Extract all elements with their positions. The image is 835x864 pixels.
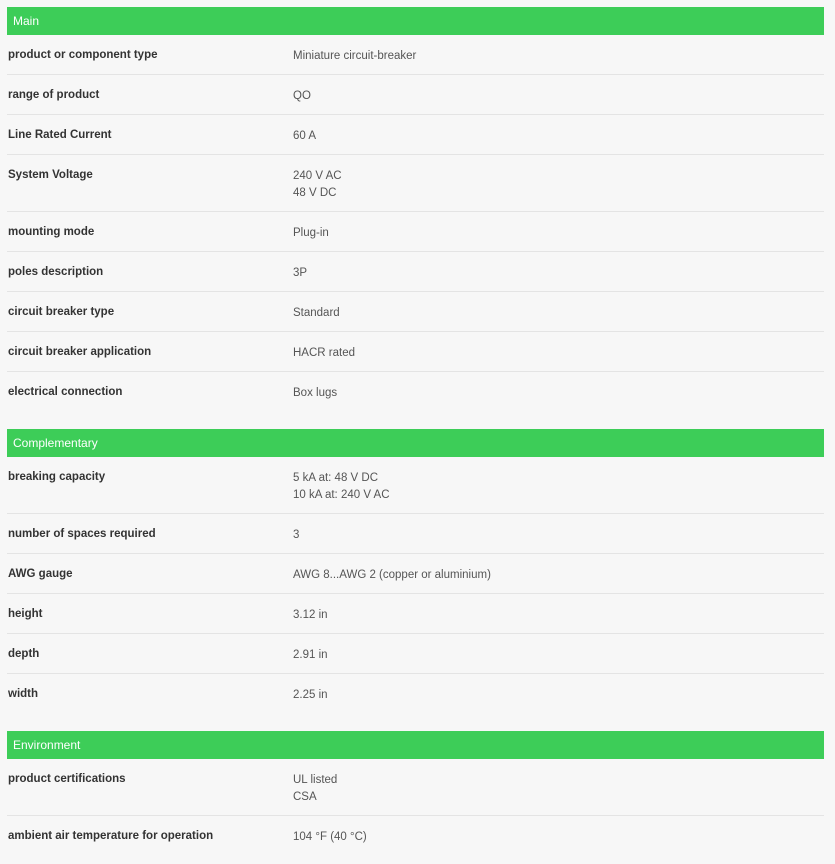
section-header-main: Main (7, 7, 824, 35)
spec-label: System Voltage (8, 169, 93, 181)
spec-value (293, 594, 824, 633)
spec-value-line: QO (293, 90, 311, 102)
table-row (7, 292, 824, 332)
spec-label: range of product (8, 89, 100, 101)
spec-value-line: 5 kA at: 48 V DC (293, 472, 379, 484)
spec-label: electrical connection (8, 386, 123, 398)
spec-label: depth (8, 648, 40, 660)
section-header-complementary: Complementary (7, 429, 824, 457)
table-row (7, 372, 824, 412)
spec-value-line: Standard (293, 307, 340, 319)
section-environment (7, 731, 824, 856)
spec-value-line: 240 V AC (293, 170, 342, 182)
spec-value-line: 2.25 in (293, 689, 328, 701)
spec-label: product or component type (8, 49, 158, 61)
spec-value (293, 554, 824, 593)
table-row (7, 457, 824, 514)
table-row (7, 212, 824, 252)
spec-label: circuit breaker type (8, 306, 115, 318)
spec-value (293, 759, 824, 815)
spec-label: number of spaces required (8, 528, 156, 540)
spec-value-line: 60 A (293, 130, 317, 142)
spec-value (293, 514, 824, 553)
spec-value-line: 3 (293, 529, 300, 541)
table-row (7, 674, 824, 714)
table-row (7, 115, 824, 155)
spec-label: product certifications (8, 773, 126, 785)
spec-label: AWG gauge (8, 568, 73, 580)
spec-value-line: 48 V DC (293, 187, 337, 199)
spec-label: Line Rated Current (8, 129, 112, 141)
spec-value (293, 457, 824, 513)
spec-label: mounting mode (8, 226, 95, 238)
spec-label: width (8, 688, 39, 700)
table-row (7, 514, 824, 554)
table-row (7, 35, 824, 75)
spec-value (293, 252, 824, 291)
spec-label: ambient air temperature for operation (8, 830, 214, 842)
spec-value-line: Miniature circuit-breaker (293, 50, 417, 62)
spec-label: height (8, 608, 43, 620)
spec-value (293, 674, 824, 714)
spec-value (293, 292, 824, 331)
spec-value (293, 155, 824, 211)
spec-value (293, 634, 824, 673)
table-row (7, 554, 824, 594)
spec-value (293, 75, 824, 114)
spec-value (293, 35, 824, 74)
spec-value (293, 212, 824, 251)
section-header-environment: Environment (7, 731, 824, 759)
table-row (7, 634, 824, 674)
section-main (7, 7, 824, 412)
spec-value-line: 3.12 in (293, 609, 328, 621)
spec-value-line: Box lugs (293, 387, 338, 399)
spec-label: poles description (8, 266, 104, 278)
spec-label: circuit breaker application (8, 346, 152, 358)
spec-value (293, 816, 824, 856)
spec-value (293, 372, 824, 412)
spec-label: breaking capacity (8, 471, 106, 483)
spec-value-line: HACR rated (293, 347, 355, 359)
table-row (7, 155, 824, 212)
table-row (7, 594, 824, 634)
spec-value-line: 10 kA at: 240 V AC (293, 489, 390, 501)
spec-value-line: Plug-in (293, 227, 329, 239)
table-row (7, 759, 824, 816)
spec-value (293, 332, 824, 371)
spec-value-line: UL listed (293, 774, 338, 786)
spec-value (293, 115, 824, 154)
spec-value-line: CSA (293, 791, 317, 803)
spec-value-line: 3P (293, 267, 308, 279)
table-row (7, 75, 824, 115)
section-complementary (7, 429, 824, 714)
table-row (7, 332, 824, 372)
table-row (7, 816, 824, 856)
table-row (7, 252, 824, 292)
spec-value-line: 2.91 in (293, 649, 328, 661)
spec-value-line: AWG 8...AWG 2 (copper or aluminium) (293, 569, 491, 581)
spec-value-line: 104 °F (40 °C) (293, 831, 367, 843)
